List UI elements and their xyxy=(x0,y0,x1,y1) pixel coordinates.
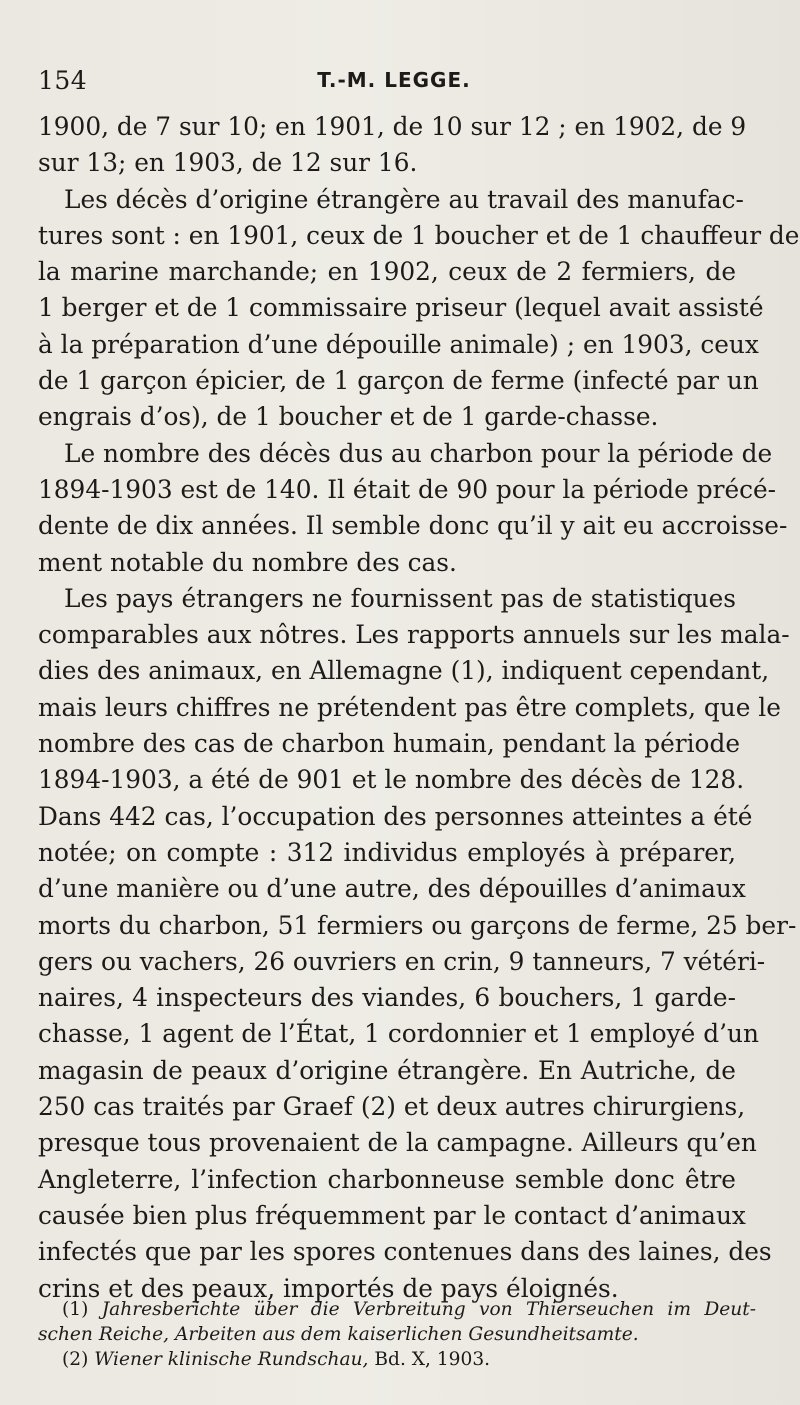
text-line: la marine marchande; en 1902, ceux de 2 fermiers, de xyxy=(38,257,736,287)
text-line: gers ou vachers, 26 ouvriers en crin, 9 tanneurs, 7 vétéri- xyxy=(38,946,766,976)
text-line: naires, 4 inspecteurs des viandes, 6 bouchers, 1 garde- xyxy=(38,983,736,1013)
text-line: 1900, de 7 sur 10; en 1901, de 10 sur 12 ; en 1902, de 9 xyxy=(38,112,747,141)
text-line: Les décès d’origine étrangère au travail des manufac- xyxy=(64,184,744,214)
footnote-2 xyxy=(38,1347,756,1372)
text-line: morts du charbon, 51 fermiers ou garçons de ferme, 25 ber- xyxy=(38,910,797,940)
running-head: T.-M. LEGGE. xyxy=(317,68,471,92)
text-line: 1894-1903 est de 140. Il était de 90 pour la période précé- xyxy=(38,474,777,504)
text-line: Les pays étrangers ne fournissent pas de statistiques xyxy=(64,583,736,613)
text-line: comparables aux nôtres. Les rapports annuels sur les mala- xyxy=(38,620,790,650)
text-line: magasin de peaux d’origine étrangère. En Autriche, de xyxy=(38,1055,736,1085)
text-line: notée; on compte : 312 individus employés à préparer, xyxy=(38,837,736,867)
text-line: Angleterre, l’infection charbonneuse semble donc être xyxy=(38,1164,736,1194)
text-line: crins et des peaux, importés de pays éloignés. xyxy=(38,1273,619,1303)
footnote-marker: (1) xyxy=(62,1299,89,1320)
text-line: sur 13; en 1903, de 12 sur 16. xyxy=(38,148,418,178)
text-line: chasse, 1 agent de l’État, 1 cordonnier et 1 employé d’un xyxy=(38,1019,759,1049)
text-line: 250 cas traités par Graef (2) et deux autres chirurgiens, xyxy=(38,1092,746,1122)
text-line: à la préparation d’une dépouille animale) ; en 1903, ceux xyxy=(38,329,759,359)
text-line: 1894-1903, a été de 901 et le nombre des décès de 128. xyxy=(38,765,745,795)
footnote-text: schen Reiche, Arbeiten aus dem kaiserlichen Gesundheitsamte. xyxy=(38,1324,639,1345)
text-line: ment notable du nombre des cas. xyxy=(38,547,457,577)
text-line: d’une manière ou d’une autre, des dépouilles d’animaux xyxy=(38,874,746,904)
text-line: Le nombre des décès dus au charbon pour la période de xyxy=(64,438,773,468)
text-line: de 1 garçon épicier, de 1 garçon de ferme (infecté par un xyxy=(38,366,759,396)
text-line: infectés que par les spores contenues dans des laines, des xyxy=(38,1237,772,1267)
footnote-1 xyxy=(38,1297,756,1322)
text-line: tures sont : en 1901, ceux de 1 boucher et de 1 chauffeur de xyxy=(38,220,800,250)
text-line: dies des animaux, en Allemagne (1), indiquent cependant, xyxy=(38,656,770,686)
footnotes xyxy=(38,1297,756,1372)
footnote-text: Wiener klinische Rundschau, xyxy=(94,1349,369,1370)
footnote-marker: (2) xyxy=(62,1349,89,1370)
text-line: dente de dix années. Il semble donc qu’il y ait eu accroisse- xyxy=(38,511,788,541)
page-number: 154 xyxy=(38,66,88,95)
footnote-1-continued xyxy=(38,1322,756,1347)
page-header xyxy=(38,66,750,100)
text-line: causée bien plus fréquemment par le contact d’animaux xyxy=(38,1200,746,1230)
body-text xyxy=(38,109,800,1307)
text-line: 1 berger et de 1 commissaire priseur (lequel avait assisté xyxy=(38,293,764,323)
text-line: nombre des cas de charbon humain, pendant la période xyxy=(38,729,741,759)
text-line: Dans 442 cas, l’occupation des personnes atteintes a été xyxy=(38,801,753,831)
text-line: mais leurs chiffres ne prétendent pas être complets, que le xyxy=(38,692,781,722)
footnote-text: Jahresberichte über die Verbreitung von Thierseuchen im Deut- xyxy=(101,1299,756,1320)
text-line: presque tous provenaient de la campagne. Ailleurs qu’en xyxy=(38,1128,757,1158)
footnote-text-tail: Bd. X, 1903. xyxy=(374,1349,491,1370)
text-line: engrais d’os), de 1 boucher et de 1 garde-chasse. xyxy=(38,402,659,432)
